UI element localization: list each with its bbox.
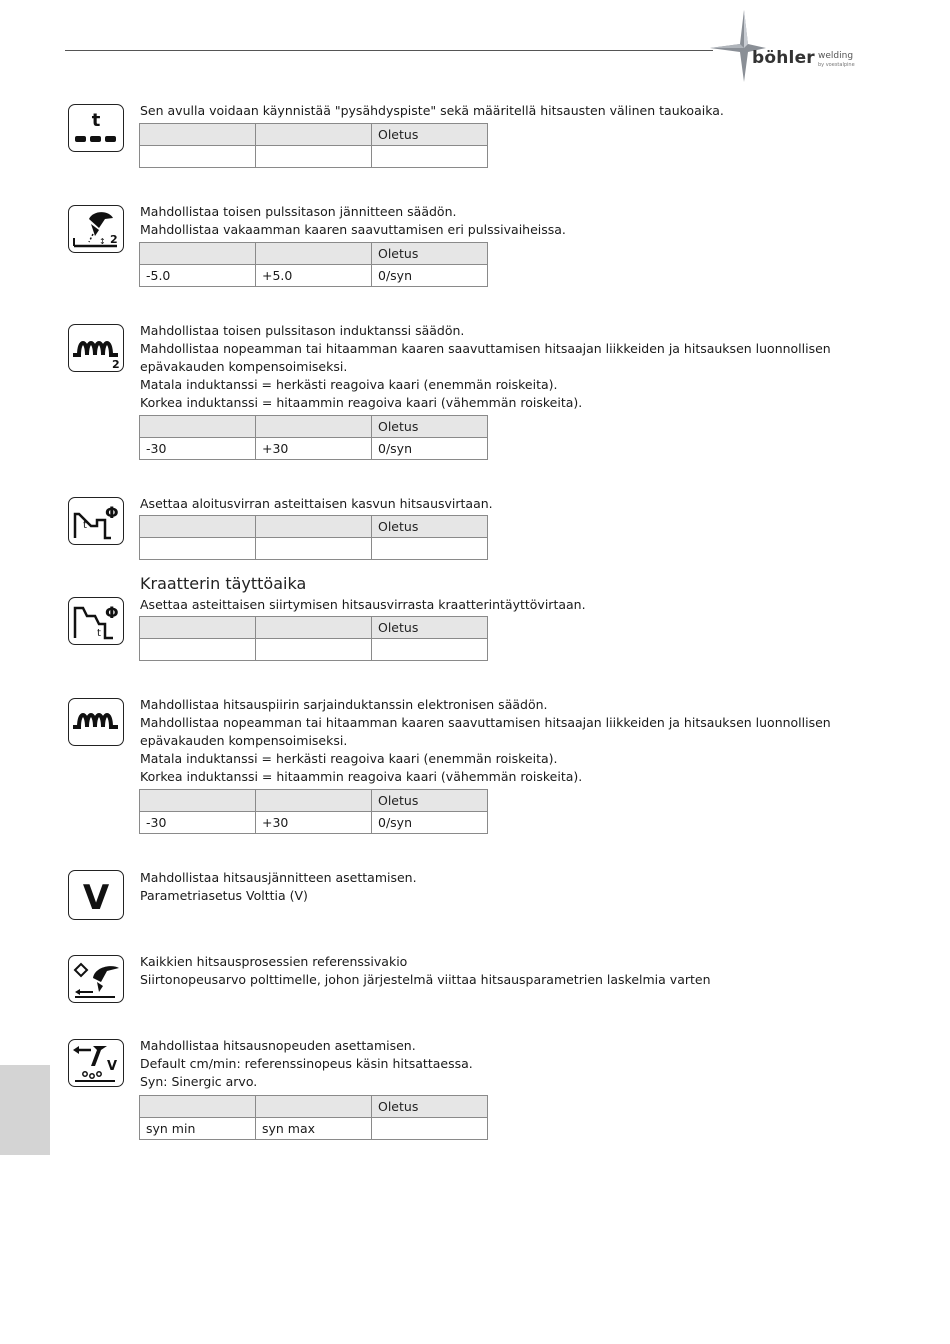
max-value: +30 [256,812,372,834]
default-value: 0/syn [372,812,488,834]
parameter-table [139,616,488,661]
text-line: Matala induktanssi = herkästi reagoiva kaari (enemmän roiskeita). [140,751,558,766]
min-header [140,1096,256,1118]
max-header [256,1096,372,1118]
min-header [140,617,256,639]
text-line: Mahdollistaa toisen pulssitason induktanssi säädön. [140,323,465,338]
default-header: Oletus [372,1096,488,1118]
default-header: Oletus [372,790,488,812]
min-header [140,243,256,265]
svg-text:2: 2 [110,233,118,246]
section-1-text [140,102,860,120]
min-value [140,146,256,168]
min-value: -30 [140,438,256,460]
text-line: Mahdollistaa nopeamman tai hitaamman kaaren saavuttamisen hitsaajan liikkeiden ja hitsauksen luonnollisen epävakauden kompensoimiseksi. [140,715,831,748]
min-value [140,538,256,560]
svg-text:V: V [107,1059,118,1074]
max-header [256,416,372,438]
max-header [256,617,372,639]
section-title: Kraatterin täyttöaika [140,574,307,593]
inductance-icon [68,698,124,746]
min-value [140,639,256,661]
text-line: Syn: Sinergic arvo. [140,1074,258,1089]
section-5-text [140,596,860,614]
text-line: Asettaa aloitusvirran asteittaisen kasvun hitsausvirtaan. [140,496,493,511]
section-9-text [140,1037,860,1091]
default-value: 0/syn [372,265,488,287]
text-line: Parametriasetus Volttia (V) [140,888,308,903]
section-7-text [140,869,860,905]
svg-text:V: V [82,878,110,918]
min-header [140,124,256,146]
default-header: Oletus [372,516,488,538]
pulse-voltage-2-icon [68,205,124,253]
min-value: -5.0 [140,265,256,287]
min-header [140,416,256,438]
brand-name: böhler [752,48,815,68]
voltage-icon [68,870,124,920]
max-header [256,516,372,538]
max-header [256,790,372,812]
text-line: Mahdollistaa hitsausjännitteen asettamisen. [140,870,417,885]
max-value: +30 [256,438,372,460]
text-line: Matala induktanssi = herkästi reagoiva kaari (enemmän roiskeita). [140,377,558,392]
section-8-text [140,953,860,989]
min-value: syn min [140,1118,256,1140]
parameter-table [139,415,488,460]
parameter-table [139,123,488,168]
svg-text:t: t [83,520,87,531]
text-line: Mahdollistaa vakaamman kaaren saavuttamisen eri pulssivaiheissa. [140,222,566,237]
section-4-text [140,495,860,513]
default-value [372,639,488,661]
max-value [256,538,372,560]
header-rule [65,50,713,51]
side-tab [0,1065,50,1155]
text-line: Kaikkien hitsausprosessien referenssivakio [140,954,408,969]
svg-text:Φ: Φ [105,503,119,522]
default-header: Oletus [372,124,488,146]
crater-fill-icon [68,597,124,645]
parameter-table [139,515,488,560]
svg-text:t: t [97,628,101,639]
svg-text:Φ: Φ [105,603,119,622]
max-value [256,639,372,661]
section-3-text [140,322,860,412]
brand-logo [708,8,878,83]
section-6-text [140,696,860,786]
parameter-table [139,242,488,287]
svg-text:↕: ↕ [99,237,106,246]
min-value: -30 [140,812,256,834]
text-line: Mahdollistaa hitsausnopeuden asettamisen. [140,1038,416,1053]
inductance-2-icon [68,324,124,372]
text-line: Default cm/min: referenssinopeus käsin hitsattaessa. [140,1056,473,1071]
default-header: Oletus [372,416,488,438]
parameter-table [139,789,488,834]
text-line: Siirtonopeusarvo polttimelle, johon järjestelmä viittaa hitsausparametrien laskelmia varten [140,972,711,987]
text-line: Mahdollistaa nopeamman tai hitaamman kaaren saavuttamisen hitsaajan liikkeiden ja hitsauksen luonnollisen epävakauden kompensoimiseksi. [140,341,831,374]
wire-feed-reference-icon [68,955,124,1003]
default-header: Oletus [372,243,488,265]
min-header [140,790,256,812]
welding-speed-icon [68,1039,124,1087]
text-line: Korkea induktanssi = hitaammin reagoiva kaari (vähemmän roiskeita). [140,769,583,784]
default-value: 0/syn [372,438,488,460]
svg-text:t: t [91,110,101,131]
default-value [372,1118,488,1140]
default-value [372,146,488,168]
text-line: Mahdollistaa hitsauspiirin sarjainduktanssin elektronisen säädön. [140,697,548,712]
brand-sub: welding [818,51,854,61]
text-line: Korkea induktanssi = hitaammin reagoiva kaari (vähemmän roiskeita). [140,395,583,410]
brand-tagline: by voestalpine [818,62,855,68]
default-value [372,538,488,560]
current-ramp-up-icon [68,497,124,545]
default-header: Oletus [372,617,488,639]
svg-text:2: 2 [112,358,120,370]
max-value: +5.0 [256,265,372,287]
max-header [256,243,372,265]
text-line: Asettaa asteittaisen siirtymisen hitsausvirrasta kraatterintäyttövirtaan. [140,597,586,612]
max-value [256,146,372,168]
max-header [256,124,372,146]
parameter-table [139,1095,488,1140]
min-header [140,516,256,538]
text-line: Mahdollistaa toisen pulssitason jännitteen säädön. [140,204,457,219]
text-line: Sen avulla voidaan käynnistää "pysähdyspiste" sekä määritellä hitsausten välinen taukoaika. [140,103,724,118]
pause-point-icon [68,104,124,152]
max-value: syn max [256,1118,372,1140]
section-2-text [140,203,860,239]
star-icon [708,8,768,83]
